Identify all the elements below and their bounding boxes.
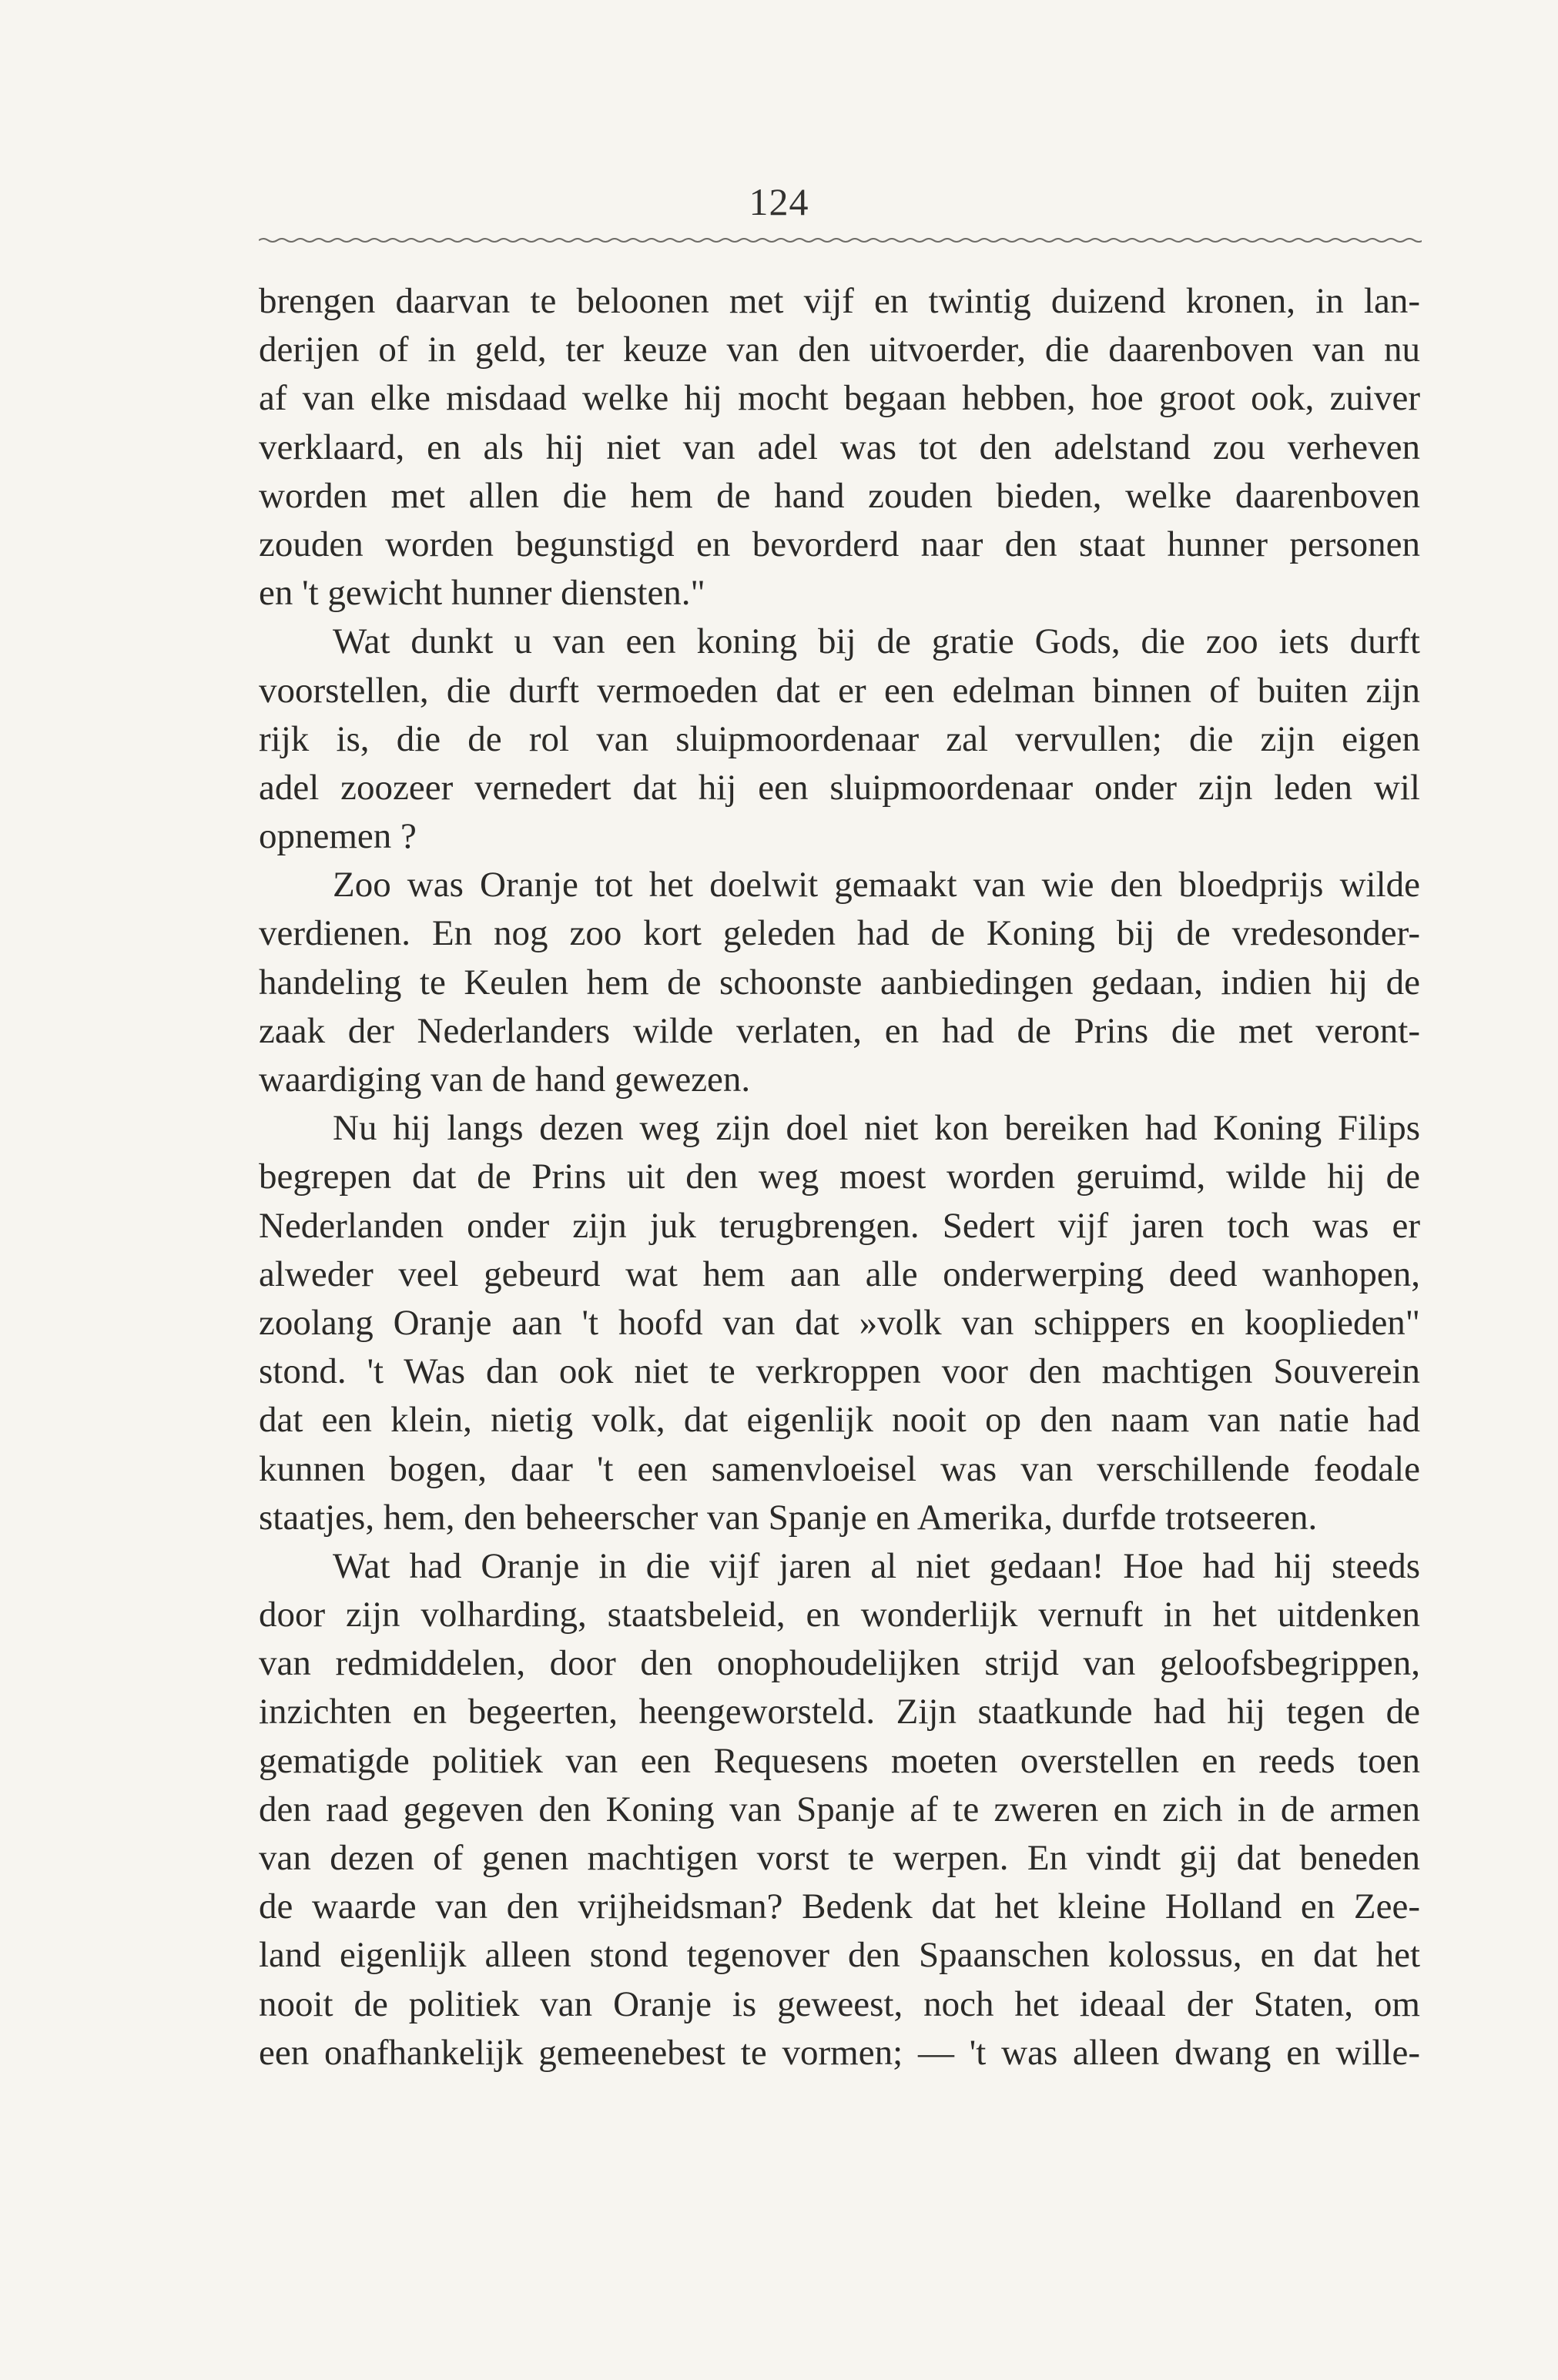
text-line: Nu hij langs dezen weg zijn doel niet kon bereiken had Koning Filips	[333, 1108, 1420, 1149]
text-line: derijen of in geld, ter keuze van den uitvoerder, die daarenboven van nu	[259, 330, 1420, 370]
text-line: af van elke misdaad welke hij mocht begaan hebben, hoe groot ook, zuiver	[259, 378, 1420, 419]
text-line: van redmiddelen, door den onophoudelijken strijd van geloofsbegrippen,	[259, 1643, 1420, 1684]
text-line: stond. 't Was dan ook niet te verkroppen voor den machtigen Souverein	[259, 1351, 1420, 1392]
text-line: land eigenlijk alleen stond tegenover den Spaanschen kolossus, en dat het	[259, 1935, 1420, 1976]
text-line: brengen daarvan te beloonen met vijf en twintig duizend kronen, in lan-	[259, 281, 1420, 321]
text-line: nooit de politiek van Oranje is geweest, noch het ideaal der Staten, om	[259, 1983, 1420, 2024]
text-line: verdienen. En nog zoo kort geleden had de Koning bij de vredesonder-	[259, 913, 1420, 954]
text-line: opnemen ?	[259, 816, 417, 857]
text-line: voorstellen, die durft vermoeden dat er een edelman binnen of buiten zijn	[259, 670, 1420, 711]
text-line: Nederlanden onder zijn juk terugbrengen. Sedert vijf jaren toch was er	[259, 1205, 1420, 1246]
text-line: zouden worden begunstigd en bevorderd naar den staat hunner personen	[259, 524, 1420, 564]
text-line: door zijn volharding, staatsbeleid, en wonderlijk vernuft in het uitdenken	[259, 1595, 1420, 1635]
text-line: inzichten en begeerten, heengeworsteld. Zijn staatkunde had hij tegen de	[259, 1692, 1420, 1732]
wavy-header-rule	[259, 231, 1422, 249]
page-number: 124	[749, 180, 809, 223]
text-line: adel zoozeer vernedert dat hij een sluipmoordenaar onder zijn leden wil	[259, 767, 1420, 808]
text-line: handeling te Keulen hem de schoonste aanbiedingen gedaan, indien hij de	[259, 962, 1420, 1003]
text-line: waardiging van de hand gewezen.	[259, 1059, 751, 1100]
text-line: worden met allen die hem de hand zouden bieden, welke daarenboven	[259, 475, 1420, 516]
body-text	[259, 277, 1420, 2077]
text-line: Wat dunkt u van een koning bij de gratie Gods, die zoo iets durft	[333, 621, 1420, 662]
text-line: een onafhankelijk gemeenebest te vormen; — 't was alleen dwang en wille-	[259, 2032, 1420, 2073]
text-line: Zoo was Oranje tot het doelwit gemaakt van wie den bloedprijs wilde	[333, 865, 1420, 905]
text-line: de waarde van den vrijheidsman? Bedenk dat het kleine Holland en Zee-	[259, 1886, 1420, 1927]
text-line: zaak der Nederlanders wilde verlaten, en had de Prins die met veront-	[259, 1010, 1420, 1051]
text-line: verklaard, en als hij niet van adel was tot den adelstand zou verheven	[259, 427, 1420, 467]
text-line: Wat had Oranje in die vijf jaren al niet gedaan! Hoe had hij steeds	[333, 1545, 1420, 1586]
text-line: staatjes, hem, den beheerscher van Spanje en Amerika, durfde trotseeren.	[259, 1497, 1318, 1538]
text-line: den raad gegeven den Koning van Spanje af te zweren en zich in de armen	[259, 1789, 1420, 1829]
text-line: zoolang Oranje aan 't hoofd van dat »volk van schippers en kooplieden"	[259, 1302, 1420, 1343]
text-line: kunnen bogen, daar 't een samenvloeisel was van verschillende feodale	[259, 1448, 1420, 1489]
text-line: en 't gewicht hunner diensten."	[259, 573, 705, 614]
text-line: rijk is, die de rol van sluipmoordenaar zal vervullen; die zijn eigen	[259, 718, 1420, 759]
text-line: van dezen of genen machtigen vorst te werpen. En vindt gij dat beneden	[259, 1838, 1420, 1878]
text-line: alweder veel gebeurd wat hem aan alle onderwerping deed wanhopen,	[259, 1254, 1420, 1294]
text-line: begrepen dat de Prins uit den weg moest worden geruimd, wilde hij de	[259, 1157, 1420, 1197]
text-line: dat een klein, nietig volk, dat eigenlijk nooit op den naam van natie had	[259, 1400, 1420, 1441]
text-line: gematigde politiek van een Requesens moeten overstellen en reeds toen	[259, 1740, 1420, 1781]
